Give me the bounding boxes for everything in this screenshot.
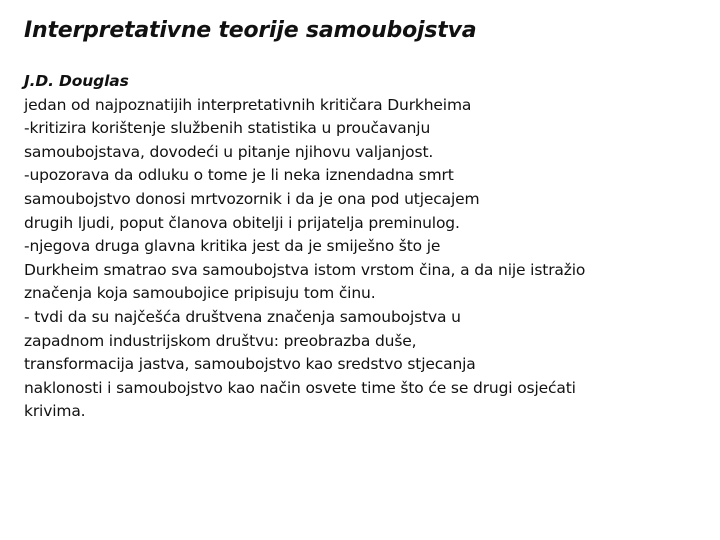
body-line: -njegova druga glavna kritika jest da je smiješno što je	[24, 237, 441, 256]
body-line: Durkheim smatrao sva samoubojstva istom vrstom čina, a da nije istražio	[24, 260, 586, 279]
body-line: drugih ljudi, poput članova obitelji i prijatelja preminulog.	[24, 213, 460, 232]
slide-title: Interpretativne teorije samoubojstva	[24, 18, 477, 43]
body-line: -kritizira korištenje službenih statistika u proučavanju	[24, 119, 431, 138]
body-line: -upozorava da odluku o tome je li neka iznendadna smrt	[24, 166, 454, 185]
body-line: samoubojstvo donosi mrtvozornik i da je ona pod utjecajem	[24, 189, 480, 208]
body-line: značenja koja samoubojice pripisuju tom činu.	[24, 284, 376, 303]
body-line: transformacija jastva, samoubojstvo kao sredstvo stjecanja	[24, 355, 476, 374]
body-line: jedan od najpoznatijih interpretativnih kritičara Durkheima	[24, 95, 472, 114]
body-line: krivima.	[24, 402, 86, 421]
body-line: naklonosti i samoubojstvo kao način osvete time što će se drugi osjećati	[24, 378, 576, 397]
body-line: - tvdi da su najčešća društvena značenja samoubojstva u	[24, 307, 461, 326]
author-heading: J.D. Douglas	[24, 72, 129, 90]
body-line: samoubojstava, dovodeći u pitanje njihovu valjanjost.	[24, 142, 434, 161]
slide-body	[24, 70, 714, 424]
body-line: zapadnom industrijskom društvu: preobrazba duše,	[24, 331, 417, 350]
